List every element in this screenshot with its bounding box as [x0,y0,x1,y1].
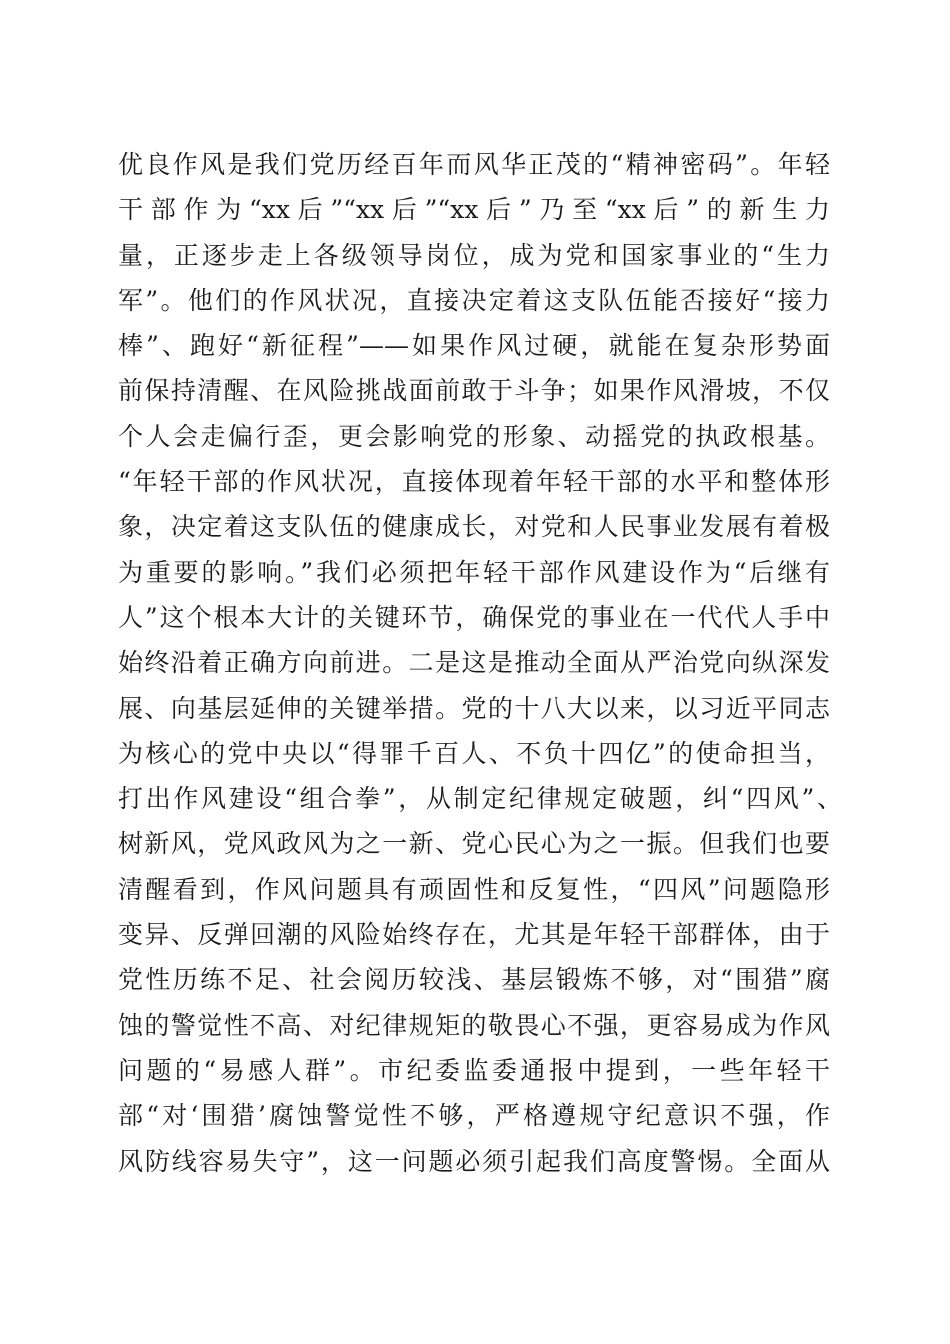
text-line: 个人会走偏行歪，更会影响党的形象、动摇党的执政根基。 [118,421,830,451]
text-line: 始终沿着正确方向前进。二是这是推动全面从严治党向纵深发 [118,648,830,678]
text-line: 棒”、跑好“新征程”——如果作风过硬，就能在复杂形势面 [118,331,830,361]
text-line: 部“对‘围猎’腐蚀警觉性不够，严格遵规守纪意识不强，作 [118,1101,830,1131]
text-line: 展、向基层延伸的关键举措。党的十八大以来，以习近平同志 [118,693,830,723]
text-line: 为重要的影响。”我们必须把年轻干部作风建设作为“后继有 [118,557,830,587]
text-line: 党性历练不足、社会阅历较浅、基层锻炼不够，对“围猎”腐 [118,965,830,995]
body-text [118,142,842,1184]
text-line: 变异、反弹回潮的风险始终存在，尤其是年轻干部群体，由于 [118,920,830,950]
text-line: 象，决定着这支队伍的健康成长，对党和人民事业发展有着极 [118,512,830,542]
text-line: 打出作风建设“组合拳”，从制定纪律规定破题，纠“四风”、 [118,784,842,814]
text-line: 干部作为“xx后”“xx后”“xx后”乃至“xx后”的新生力 [118,195,830,225]
text-line: 人”这个根本大计的关键环节，确保党的事业在一代代人手中 [118,602,830,632]
text-line: “年轻干部的作风状况，直接体现着年轻干部的水平和整体形 [118,467,830,497]
text-line: 量，正逐步走上各级领导岗位，成为党和国家事业的“生力 [118,240,830,270]
text-line: 树新风，党风政风为之一新、党心民心为之一振。但我们也要 [118,829,830,859]
text-line: 优良作风是我们党历经百年而风华正茂的“精神密码”。年轻 [118,150,830,179]
text-line: 清醒看到，作风问题具有顽固性和反复性，“四风”问题隐形 [118,874,830,904]
text-line: 为核心的党中央以“得罪千百人、不负十四亿”的使命担当， [118,738,830,768]
text-line: 风防线容易失守”，这一问题必须引起我们高度警惕。全面从 [118,1146,830,1176]
text-line: 军”。他们的作风状况，直接决定着这支队伍能否接好“接力 [118,285,830,315]
text-line: 蚀的警觉性不高、对纪律规矩的敬畏心不强，更容易成为作风 [118,1010,830,1040]
text-line: 前保持清醒、在风险挑战面前敢于斗争；如果作风滑坡，不仅 [118,376,830,406]
text-line: 问题的“易感人群”。市纪委监委通报中提到，一些年轻干 [118,1055,830,1085]
